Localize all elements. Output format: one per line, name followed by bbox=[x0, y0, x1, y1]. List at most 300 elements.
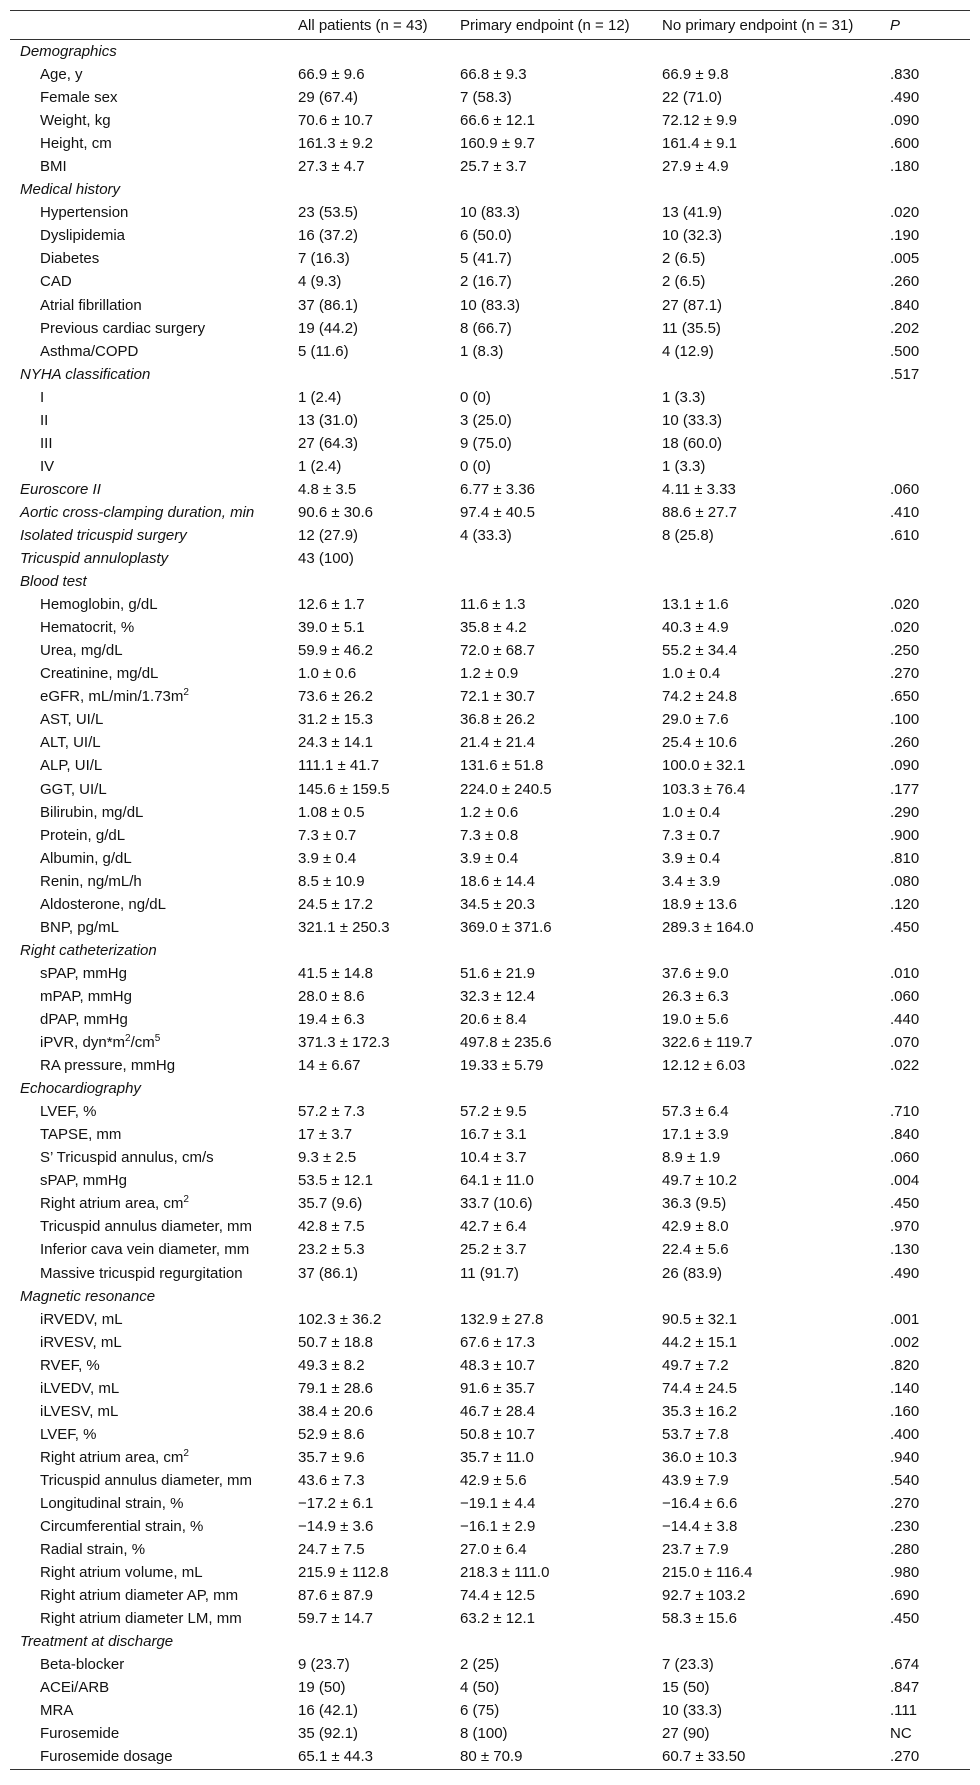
label-text: Furosemide dosage bbox=[40, 1748, 173, 1766]
row-label bbox=[10, 593, 294, 616]
table-row bbox=[10, 1192, 970, 1215]
section-row bbox=[10, 1285, 970, 1308]
cell-primary-endpoint: 35.7 ± 11.0 bbox=[460, 1448, 534, 1466]
cell-all-patients: 38.4 ± 20.6 bbox=[298, 1402, 373, 1420]
cell-p-value: .090 bbox=[890, 112, 920, 130]
table-row bbox=[10, 1584, 970, 1607]
table-row bbox=[10, 962, 970, 985]
section-row bbox=[10, 1077, 970, 1100]
cell-p-value: .060 bbox=[890, 987, 920, 1005]
row-label bbox=[10, 247, 294, 270]
table-row bbox=[10, 1308, 970, 1331]
row-label bbox=[10, 731, 294, 754]
cell-primary-endpoint: 218.3 ± 111.0 bbox=[460, 1564, 550, 1582]
cell-all-patients: 35.7 (9.6) bbox=[298, 1195, 363, 1213]
cell-no-primary-endpoint bbox=[658, 570, 886, 593]
cell-primary-endpoint: 0 (0) bbox=[460, 388, 491, 406]
cell-p-value: .177 bbox=[890, 780, 920, 798]
row-label bbox=[10, 63, 294, 86]
cell-primary-endpoint: 224.0 ± 240.5 bbox=[460, 780, 552, 798]
label-text: Medical history bbox=[20, 181, 121, 199]
cell-no-primary-endpoint: 100.0 ± 32.1 bbox=[662, 757, 746, 775]
row-label bbox=[10, 340, 294, 363]
cell-primary-endpoint: 5 (41.7) bbox=[460, 250, 512, 268]
cell-no-primary-endpoint: 13.1 ± 1.6 bbox=[662, 596, 729, 614]
cell-all-patients: 19 (50) bbox=[298, 1679, 346, 1697]
label-text: Previous cardiac surgery bbox=[40, 319, 206, 337]
cell-all-patients: 43.6 ± 7.3 bbox=[298, 1471, 365, 1489]
cell-p-value: .410 bbox=[890, 503, 920, 521]
row-label bbox=[10, 1377, 294, 1400]
row-label bbox=[10, 639, 294, 662]
table-row bbox=[10, 1146, 970, 1169]
section-row bbox=[10, 524, 970, 547]
row-label bbox=[10, 432, 294, 455]
header-primary-endpoint: Primary endpoint (n = 12) bbox=[460, 16, 630, 34]
cell-no-primary-endpoint: 72.12 ± 9.9 bbox=[662, 112, 737, 130]
cell-p-value: .001 bbox=[890, 1310, 920, 1328]
cell-all-patients: 215.9 ± 112.8 bbox=[298, 1564, 389, 1582]
cell-all-patients: 70.6 ± 10.7 bbox=[298, 112, 373, 130]
cell-p-value: .840 bbox=[890, 1126, 920, 1144]
label-text: Dyslipidemia bbox=[40, 227, 126, 245]
cell-all-patients: 19.4 ± 6.3 bbox=[298, 1010, 365, 1028]
cell-no-primary-endpoint bbox=[658, 1285, 886, 1308]
cell-p-value: .270 bbox=[890, 1748, 920, 1766]
cell-p-value: .202 bbox=[890, 319, 920, 337]
table-row bbox=[10, 1538, 970, 1561]
cell-p-value: .674 bbox=[890, 1656, 920, 1674]
row-label bbox=[10, 616, 294, 639]
label-text: NYHA classification bbox=[20, 365, 151, 383]
cell-primary-endpoint: 10.4 ± 3.7 bbox=[460, 1149, 527, 1167]
row-label bbox=[10, 1008, 294, 1031]
cell-p-value: .070 bbox=[890, 1034, 920, 1052]
label-text: Age, y bbox=[40, 66, 83, 84]
label-text: Hemoglobin, g/dL bbox=[40, 596, 158, 614]
section-label bbox=[10, 547, 294, 570]
cell-no-primary-endpoint: 1.0 ± 0.4 bbox=[662, 665, 721, 683]
cell-no-primary-endpoint: 23.7 ± 7.9 bbox=[662, 1541, 729, 1559]
cell-no-primary-endpoint: 53.7 ± 7.8 bbox=[662, 1425, 729, 1443]
cell-all-patients: 1.08 ± 0.5 bbox=[298, 803, 365, 821]
row-label bbox=[10, 1308, 294, 1331]
cell-no-primary-endpoint: 10 (33.3) bbox=[662, 411, 723, 429]
cell-no-primary-endpoint: 7.3 ± 0.7 bbox=[662, 826, 721, 844]
cell-primary-endpoint bbox=[456, 939, 658, 962]
table-row bbox=[10, 616, 970, 639]
label-text: MRA bbox=[40, 1702, 74, 1720]
cell-p-value: .130 bbox=[890, 1241, 920, 1259]
cell-no-primary-endpoint: 44.2 ± 15.1 bbox=[662, 1333, 737, 1351]
cell-all-patients: 12.6 ± 1.7 bbox=[298, 596, 365, 614]
cell-primary-endpoint: 1.2 ± 0.6 bbox=[460, 803, 519, 821]
cell-primary-endpoint: 97.4 ± 40.5 bbox=[460, 503, 535, 521]
table-row bbox=[10, 409, 970, 432]
cell-no-primary-endpoint: 92.7 ± 103.2 bbox=[662, 1587, 746, 1605]
section-label bbox=[10, 501, 294, 524]
label-text: Albumin, g/dL bbox=[40, 849, 132, 867]
cell-primary-endpoint: 34.5 ± 20.3 bbox=[460, 895, 535, 913]
cell-p-value: .002 bbox=[890, 1333, 920, 1351]
cell-p-value: .280 bbox=[890, 1541, 920, 1559]
cell-primary-endpoint: 131.6 ± 51.8 bbox=[460, 757, 544, 775]
cell-no-primary-endpoint: 3.4 ± 3.9 bbox=[662, 872, 721, 890]
cell-p-value: .610 bbox=[890, 527, 920, 544]
label-text: Right atrium diameter AP, mm bbox=[40, 1587, 239, 1605]
row-label bbox=[10, 801, 294, 824]
cell-p-value: .180 bbox=[890, 158, 920, 176]
cell-p-value bbox=[886, 1630, 970, 1653]
cell-p-value: .290 bbox=[890, 803, 920, 821]
section-label bbox=[10, 1630, 294, 1653]
cell-p-value: .260 bbox=[890, 734, 920, 752]
row-label bbox=[10, 1584, 294, 1607]
cell-p-value: .830 bbox=[890, 66, 920, 84]
table-row bbox=[10, 1031, 970, 1054]
label-text: Asthma/COPD bbox=[40, 342, 139, 360]
cell-p-value: .020 bbox=[890, 619, 920, 637]
cell-p-value: .450 bbox=[890, 918, 920, 936]
cell-p-value: .500 bbox=[890, 342, 920, 360]
row-label bbox=[10, 1446, 294, 1469]
cell-p-value bbox=[886, 939, 970, 962]
label-text: Magnetic resonance bbox=[20, 1287, 156, 1305]
cell-no-primary-endpoint: 40.3 ± 4.9 bbox=[662, 619, 729, 637]
cell-all-patients: 7 (16.3) bbox=[298, 250, 350, 268]
label-text: Renin, ng/mL/h bbox=[40, 872, 142, 890]
label-text: I bbox=[40, 388, 45, 406]
cell-no-primary-endpoint: 4.11 ± 3.33 bbox=[662, 480, 736, 498]
cell-all-patients: 145.6 ± 159.5 bbox=[298, 780, 390, 798]
label-text: Isolated tricuspid surgery bbox=[20, 527, 187, 544]
label-text: Euroscore II bbox=[20, 480, 101, 498]
label-text: GGT, UI/L bbox=[40, 780, 107, 798]
cell-all-patients: 4 (9.3) bbox=[298, 273, 342, 291]
baseline-characteristics-table bbox=[10, 10, 970, 1770]
cell-all-patients: 57.2 ± 7.3 bbox=[298, 1103, 365, 1121]
table-row bbox=[10, 247, 970, 270]
label-text: mPAP, mmHg bbox=[40, 987, 132, 1005]
cell-primary-endpoint: 32.3 ± 12.4 bbox=[460, 987, 535, 1005]
label-text: iPVR, dyn*m bbox=[40, 1034, 126, 1052]
label-text: Hypertension bbox=[40, 204, 129, 222]
section-row bbox=[10, 501, 970, 524]
cell-all-patients bbox=[294, 1285, 456, 1308]
cell-no-primary-endpoint: 11 (35.5) bbox=[662, 319, 721, 337]
cell-all-patients: 29 (67.4) bbox=[298, 89, 359, 107]
cell-all-patients: −14.9 ± 3.6 bbox=[298, 1518, 374, 1536]
table-row bbox=[10, 593, 970, 616]
cell-all-patients: 24.5 ± 17.2 bbox=[298, 895, 373, 913]
cell-p-value: .190 bbox=[890, 227, 920, 245]
table-row bbox=[10, 778, 970, 801]
table-row bbox=[10, 916, 970, 939]
cell-no-primary-endpoint: 43.9 ± 7.9 bbox=[662, 1471, 729, 1489]
label-text: Treatment at discharge bbox=[20, 1633, 174, 1651]
table-row bbox=[10, 847, 970, 870]
label-superscript-2: 5 bbox=[154, 1033, 161, 1045]
label-text: Height, cm bbox=[40, 135, 112, 153]
cell-primary-endpoint bbox=[456, 1077, 658, 1100]
label-text: Beta-blocker bbox=[40, 1656, 125, 1674]
cell-all-patients: 111.1 ± 41.7 bbox=[298, 757, 380, 775]
table-row bbox=[10, 1331, 970, 1354]
table-row bbox=[10, 1469, 970, 1492]
cell-primary-endpoint: 51.6 ± 21.9 bbox=[460, 964, 535, 982]
row-label bbox=[10, 685, 294, 708]
label-text: Aldosterone, ng/dL bbox=[40, 895, 166, 913]
cell-no-primary-endpoint: 60.7 ± 33.50 bbox=[662, 1748, 746, 1766]
table-row bbox=[10, 432, 970, 455]
cell-all-patients bbox=[294, 570, 456, 593]
cell-all-patients: 7.3 ± 0.7 bbox=[298, 826, 357, 844]
section-label bbox=[10, 363, 294, 386]
row-label bbox=[10, 824, 294, 847]
cell-no-primary-endpoint: 88.6 ± 27.7 bbox=[662, 503, 737, 521]
table-row bbox=[10, 754, 970, 777]
row-label bbox=[10, 1192, 294, 1215]
label-text: Atrial fibrillation bbox=[40, 296, 142, 314]
cell-no-primary-endpoint: 161.4 ± 9.1 bbox=[662, 135, 737, 153]
row-label bbox=[10, 893, 294, 916]
cell-primary-endpoint: 369.0 ± 371.6 bbox=[460, 918, 552, 936]
table-row bbox=[10, 1123, 970, 1146]
label-text: Protein, g/dL bbox=[40, 826, 126, 844]
row-label bbox=[10, 778, 294, 801]
cell-p-value: .400 bbox=[890, 1425, 920, 1443]
row-label bbox=[10, 455, 294, 478]
cell-no-primary-endpoint: 27 (90) bbox=[662, 1725, 710, 1743]
cell-no-primary-endpoint: 74.4 ± 24.5 bbox=[662, 1379, 737, 1397]
cell-no-primary-endpoint bbox=[658, 939, 886, 962]
table-row bbox=[10, 1354, 970, 1377]
row-label bbox=[10, 224, 294, 247]
cell-no-primary-endpoint: 10 (32.3) bbox=[662, 227, 723, 245]
cell-p-value: .940 bbox=[890, 1448, 920, 1466]
cell-p-value: .260 bbox=[890, 273, 920, 291]
table-row bbox=[10, 1008, 970, 1031]
label-text: sPAP, mmHg bbox=[40, 1172, 127, 1190]
row-label bbox=[10, 1538, 294, 1561]
label-text: Radial strain, % bbox=[40, 1541, 146, 1559]
row-label bbox=[10, 386, 294, 409]
cell-primary-endpoint: 3.9 ± 0.4 bbox=[460, 849, 519, 867]
cell-primary-endpoint bbox=[456, 40, 658, 64]
cell-p-value: .490 bbox=[890, 89, 920, 107]
cell-primary-endpoint bbox=[456, 1285, 658, 1308]
section-row bbox=[10, 570, 970, 593]
cell-no-primary-endpoint: 15 (50) bbox=[662, 1679, 710, 1697]
cell-all-patients: 9.3 ± 2.5 bbox=[298, 1149, 357, 1167]
cell-all-patients: 79.1 ± 28.6 bbox=[298, 1379, 373, 1397]
table-row bbox=[10, 455, 970, 478]
row-label bbox=[10, 155, 294, 178]
label-superscript: 2 bbox=[183, 1447, 189, 1459]
row-label bbox=[10, 1676, 294, 1699]
cell-p-value: .100 bbox=[890, 711, 920, 729]
cell-all-patients bbox=[294, 1630, 456, 1653]
cell-p-value: .840 bbox=[890, 296, 920, 314]
cell-primary-endpoint bbox=[456, 178, 658, 201]
cell-all-patients: 3.9 ± 0.4 bbox=[298, 849, 357, 867]
cell-p-value: .020 bbox=[890, 204, 920, 222]
header-all-patients: All patients (n = 43) bbox=[298, 16, 428, 34]
cell-all-patients: 4.8 ± 3.5 bbox=[298, 480, 357, 498]
cell-all-patients: 42.8 ± 7.5 bbox=[298, 1218, 365, 1236]
section-row bbox=[10, 478, 970, 501]
row-label bbox=[10, 270, 294, 293]
row-label bbox=[10, 1354, 294, 1377]
table-row bbox=[10, 1400, 970, 1423]
cell-p-value: .270 bbox=[890, 1494, 920, 1512]
cell-primary-endpoint: 50.8 ± 10.7 bbox=[460, 1425, 535, 1443]
row-label bbox=[10, 1561, 294, 1584]
cell-primary-endpoint: 72.1 ± 30.7 bbox=[460, 688, 535, 706]
row-label bbox=[10, 662, 294, 685]
cell-primary-endpoint: 10 (83.3) bbox=[460, 204, 521, 222]
cell-p-value: .490 bbox=[890, 1264, 920, 1282]
cell-all-patients: 66.9 ± 9.6 bbox=[298, 66, 365, 84]
cell-no-primary-endpoint: 8 (25.8) bbox=[662, 527, 714, 544]
row-label bbox=[10, 201, 294, 224]
cell-no-primary-endpoint: −14.4 ± 3.8 bbox=[662, 1518, 738, 1536]
cell-p-value: .160 bbox=[890, 1402, 920, 1420]
table-row bbox=[10, 1607, 970, 1630]
cell-p-value: .230 bbox=[890, 1518, 920, 1536]
table-row bbox=[10, 639, 970, 662]
table-row bbox=[10, 870, 970, 893]
cell-primary-endpoint: 132.9 ± 27.8 bbox=[460, 1310, 544, 1328]
cell-no-primary-endpoint: 90.5 ± 32.1 bbox=[662, 1310, 737, 1328]
cell-all-patients: 23.2 ± 5.3 bbox=[298, 1241, 365, 1259]
table-row bbox=[10, 1054, 970, 1077]
table-row bbox=[10, 201, 970, 224]
cell-no-primary-endpoint: 74.2 ± 24.8 bbox=[662, 688, 737, 706]
label-superscript: 2 bbox=[183, 687, 189, 699]
cell-primary-endpoint: 0 (0) bbox=[460, 457, 491, 475]
cell-primary-endpoint: 8 (66.7) bbox=[460, 319, 512, 337]
cell-p-value: NC bbox=[890, 1725, 912, 1743]
cell-all-patients: 102.3 ± 36.2 bbox=[298, 1310, 382, 1328]
cell-no-primary-endpoint: 13 (41.9) bbox=[662, 204, 723, 222]
section-label bbox=[10, 478, 294, 501]
cell-all-patients: 14 ± 6.67 bbox=[298, 1057, 361, 1075]
table-row bbox=[10, 155, 970, 178]
row-label bbox=[10, 86, 294, 109]
row-label bbox=[10, 1331, 294, 1354]
row-label bbox=[10, 317, 294, 340]
table-row bbox=[10, 1722, 970, 1745]
label-text: Female sex bbox=[40, 89, 118, 107]
cell-no-primary-endpoint: 49.7 ± 10.2 bbox=[662, 1172, 737, 1190]
row-label bbox=[10, 1261, 294, 1284]
row-label bbox=[10, 1031, 294, 1054]
label-superscript: 2 bbox=[125, 1033, 131, 1045]
cell-primary-endpoint: 91.6 ± 35.7 bbox=[460, 1379, 535, 1397]
cell-primary-endpoint: 74.4 ± 12.5 bbox=[460, 1587, 535, 1605]
cell-all-patients: 16 (42.1) bbox=[298, 1702, 359, 1720]
cell-primary-endpoint: 10 (83.3) bbox=[460, 296, 521, 314]
cell-no-primary-endpoint: 19.0 ± 5.6 bbox=[662, 1010, 729, 1028]
cell-p-value: .022 bbox=[890, 1057, 920, 1075]
cell-p-value bbox=[886, 409, 970, 432]
row-label bbox=[10, 109, 294, 132]
cell-primary-endpoint: 6 (50.0) bbox=[460, 227, 512, 245]
cell-all-patients: 53.5 ± 12.1 bbox=[298, 1172, 373, 1190]
cell-no-primary-endpoint: 26 (83.9) bbox=[662, 1264, 723, 1282]
label-text: dPAP, mmHg bbox=[40, 1010, 128, 1028]
label-text: Weight, kg bbox=[40, 112, 111, 130]
cell-no-primary-endpoint: 29.0 ± 7.6 bbox=[662, 711, 729, 729]
cell-primary-endpoint: 11 (91.7) bbox=[460, 1264, 519, 1282]
table-row bbox=[10, 1238, 970, 1261]
cell-primary-endpoint: 46.7 ± 28.4 bbox=[460, 1402, 535, 1420]
cell-no-primary-endpoint bbox=[658, 363, 886, 386]
cell-all-patients: 24.7 ± 7.5 bbox=[298, 1541, 365, 1559]
label-text: eGFR, mL/min/1.73m bbox=[40, 688, 184, 706]
table-header-row bbox=[10, 11, 970, 40]
cell-all-patients: 41.5 ± 14.8 bbox=[298, 964, 373, 982]
section-label bbox=[10, 570, 294, 593]
cell-p-value: .900 bbox=[890, 826, 920, 844]
cell-primary-endpoint: 67.6 ± 17.3 bbox=[460, 1333, 535, 1351]
table-row bbox=[10, 317, 970, 340]
cell-primary-endpoint: 1.2 ± 0.9 bbox=[460, 665, 519, 683]
cell-all-patients: 5 (11.6) bbox=[298, 342, 349, 360]
cell-all-patients: 43 (100) bbox=[298, 550, 354, 568]
label-text: ACEi/ARB bbox=[40, 1679, 110, 1697]
label-text: Blood test bbox=[20, 573, 87, 591]
cell-primary-endpoint: 160.9 ± 9.7 bbox=[460, 135, 535, 153]
cell-no-primary-endpoint: 18 (60.0) bbox=[662, 434, 723, 452]
cell-p-value bbox=[886, 1077, 970, 1100]
label-text: Aortic cross-clamping duration, min bbox=[20, 503, 255, 521]
label-text: Right atrium volume, mL bbox=[40, 1564, 203, 1582]
label-text: RVEF, % bbox=[40, 1356, 100, 1374]
cell-no-primary-endpoint: 55.2 ± 34.4 bbox=[662, 642, 737, 660]
cell-p-value: .540 bbox=[890, 1471, 920, 1489]
cell-all-patients: 371.3 ± 172.3 bbox=[298, 1034, 390, 1052]
cell-all-patients: 90.6 ± 30.6 bbox=[298, 503, 373, 521]
row-label bbox=[10, 1215, 294, 1238]
row-label bbox=[10, 1492, 294, 1515]
cell-no-primary-endpoint: 42.9 ± 8.0 bbox=[662, 1218, 729, 1236]
cell-p-value: .080 bbox=[890, 872, 920, 890]
table-row bbox=[10, 1423, 970, 1446]
cell-p-value bbox=[886, 432, 970, 455]
section-row bbox=[10, 178, 970, 201]
cell-p-value bbox=[886, 386, 970, 409]
cell-p-value: .270 bbox=[890, 665, 920, 683]
row-label bbox=[10, 1469, 294, 1492]
cell-p-value bbox=[886, 547, 970, 570]
row-label bbox=[10, 1699, 294, 1722]
cell-no-primary-endpoint: −16.4 ± 6.6 bbox=[662, 1494, 738, 1512]
cell-no-primary-endpoint: 27.9 ± 4.9 bbox=[662, 158, 729, 176]
cell-p-value: .440 bbox=[890, 1010, 920, 1028]
row-label bbox=[10, 1722, 294, 1745]
cell-primary-endpoint: 35.8 ± 4.2 bbox=[460, 619, 527, 637]
cell-all-patients: 23 (53.5) bbox=[298, 204, 359, 222]
cell-no-primary-endpoint: 2 (6.5) bbox=[662, 273, 706, 291]
cell-p-value bbox=[886, 455, 970, 478]
row-label bbox=[10, 1054, 294, 1077]
table-row bbox=[10, 1745, 970, 1769]
section-label bbox=[10, 178, 294, 201]
cell-p-value bbox=[886, 570, 970, 593]
cell-no-primary-endpoint bbox=[658, 1077, 886, 1100]
